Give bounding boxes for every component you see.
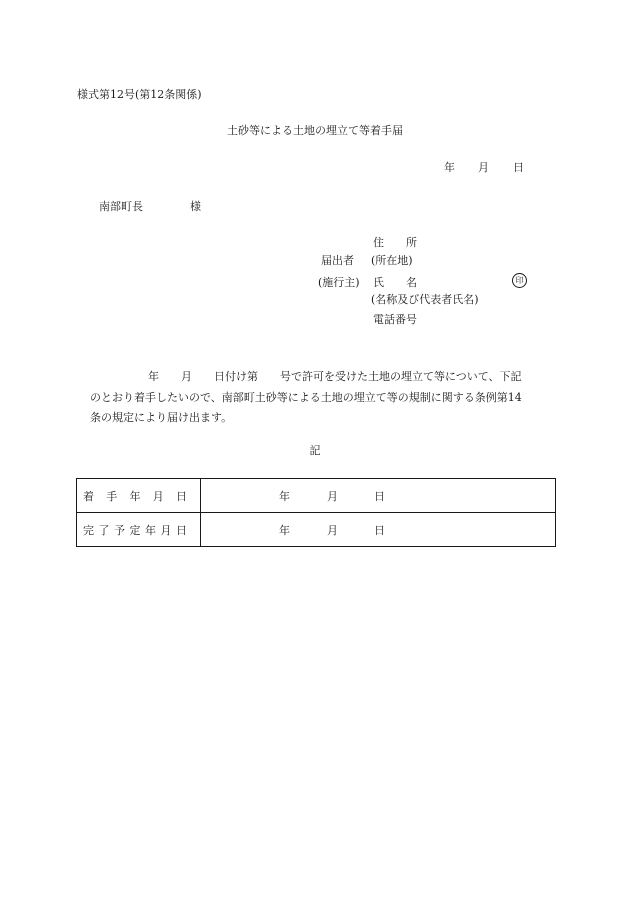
start-month: 月 (327, 489, 338, 503)
label-char: 年 (145, 523, 156, 537)
date-year: 年 (444, 161, 455, 174)
label-char: 定 (129, 523, 141, 537)
completion-month: 月 (327, 523, 338, 537)
completion-day: 日 (374, 523, 385, 537)
address-label: 住 所 (373, 236, 417, 249)
address-sub-label: (所在地) (371, 254, 413, 267)
label-char: 年 (129, 489, 141, 503)
phone-label: 電話番号 (373, 313, 417, 326)
name-label: 氏 名 (373, 276, 417, 289)
completion-date-value[interactable] (201, 513, 556, 547)
table-row-start-date (77, 479, 556, 513)
completion-date-label (77, 513, 201, 547)
name-sub-label: (名称及び代表者氏名) (371, 293, 479, 306)
table-row-completion-date (77, 513, 556, 547)
date-month: 月 (478, 161, 489, 174)
body-line-3: 条の規定により届け出ます。 (90, 411, 233, 424)
label-char: 月 (152, 489, 164, 503)
start-year: 年 (279, 489, 290, 503)
date-day: 日 (513, 161, 524, 174)
applicant-label: 届出者 (321, 254, 354, 267)
submission-date (444, 162, 524, 173)
label-char: 日 (176, 523, 187, 537)
label-char: 日 (176, 489, 187, 503)
addressee-name: 南部町長 (99, 200, 143, 213)
label-char: 月 (160, 523, 172, 537)
builder-label: (施行主) (318, 276, 360, 289)
label-char: 予 (114, 523, 125, 537)
page-title: 土砂等による土地の埋立て等着手届 (227, 124, 403, 137)
form-number: 様式第12号(第12条関係) (77, 88, 202, 101)
label-char: 着 (83, 489, 94, 503)
ki-heading: 記 (309, 444, 321, 457)
start-date-value[interactable] (201, 479, 556, 513)
label-char: 了 (98, 523, 110, 537)
start-day: 日 (374, 489, 385, 503)
completion-year: 年 (279, 523, 290, 537)
record-table (76, 478, 556, 547)
addressee-honorific: 様 (190, 200, 201, 213)
body-line-1: 年 月 日付け第 号で許可を受けた土地の埋立て等について、下記 (148, 370, 522, 383)
label-char: 手 (106, 489, 118, 503)
label-char: 完 (83, 523, 94, 537)
start-date-label (77, 479, 201, 513)
addressee (99, 201, 201, 212)
seal-mark: 印 (512, 273, 527, 288)
body-line-2: のとおり着手したいので、南部町土砂等による土地の埋立て等の規制に関する条例第14 (90, 391, 522, 404)
